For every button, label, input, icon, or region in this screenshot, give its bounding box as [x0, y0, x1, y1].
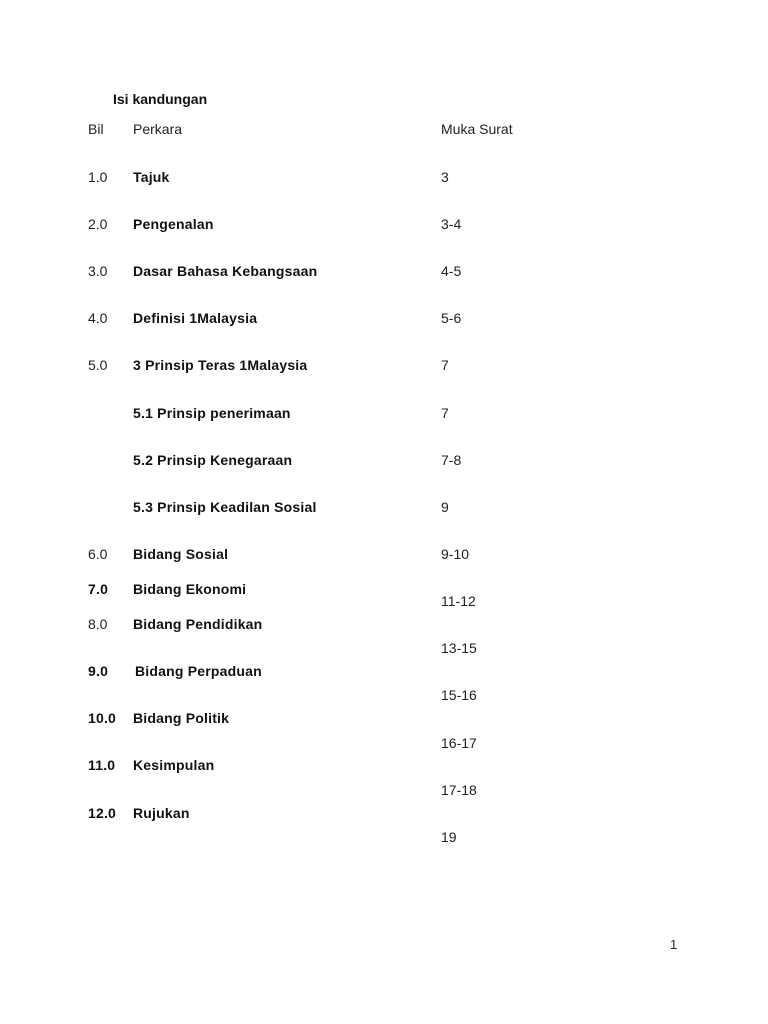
entry-number: 1.0: [88, 169, 108, 185]
header-bil: Bil: [88, 121, 104, 137]
entry-title: Rujukan: [133, 805, 190, 821]
entry-page: 7: [441, 357, 449, 373]
entry-title: Bidang Ekonomi: [133, 581, 247, 597]
entry-page: 5-6: [441, 310, 462, 326]
entry-title: Bidang Sosial: [133, 546, 229, 562]
entry-title: 5.2 Prinsip Kenegaraan: [133, 452, 293, 468]
entry-number: 9.0: [88, 663, 109, 679]
entry-number: 7.0: [88, 581, 109, 597]
entry-page: 4-5: [441, 263, 462, 279]
entry-title: 5.3 Prinsip Keadilan Sosial: [133, 499, 317, 515]
entry-title: Dasar Bahasa Kebangsaan: [133, 263, 318, 279]
entry-page: 3: [441, 169, 449, 185]
entry-title: Kesimpulan: [133, 757, 215, 773]
entry-number: 11.0: [88, 757, 116, 773]
entry-page: 7-8: [441, 452, 462, 468]
entry-title: 5.1 Prinsip penerimaan: [133, 405, 291, 421]
entry-number: 4.0: [88, 310, 108, 326]
entry-number: 10.0: [88, 710, 117, 726]
entry-title: Tajuk: [133, 169, 170, 185]
header-perkara: Perkara: [133, 121, 183, 137]
entry-page: 15-16: [441, 687, 477, 703]
page-number: 1: [670, 937, 678, 952]
entry-number: 2.0: [88, 216, 108, 232]
entry-number: 6.0: [88, 546, 108, 562]
entry-page: 19: [441, 829, 457, 845]
entry-number: 3.0: [88, 263, 108, 279]
entry-title: Bidang Perpaduan: [135, 663, 262, 679]
header-muka-surat: Muka Surat: [441, 121, 513, 137]
entry-page: 17-18: [441, 782, 477, 798]
entry-page: 3-4: [441, 216, 462, 232]
entry-title: Bidang Pendidikan: [133, 616, 263, 632]
entry-page: 16-17: [441, 735, 477, 751]
entry-page: 11-12: [441, 593, 476, 609]
entry-title: 3 Prinsip Teras 1Malaysia: [133, 357, 308, 373]
entry-number: 5.0: [88, 357, 108, 373]
entry-page: 9: [441, 499, 449, 515]
entry-title: Pengenalan: [133, 216, 214, 232]
entry-number: 12.0: [88, 805, 117, 821]
entry-title: Definisi 1Malaysia: [133, 310, 258, 326]
toc-title: Isi kandungan: [113, 91, 208, 107]
entry-page: 13-15: [441, 640, 477, 656]
entry-number: 8.0: [88, 616, 108, 632]
entry-title: Bidang Politik: [133, 710, 230, 726]
entry-page: 7: [441, 405, 449, 421]
entry-page: 9-10: [441, 546, 470, 562]
